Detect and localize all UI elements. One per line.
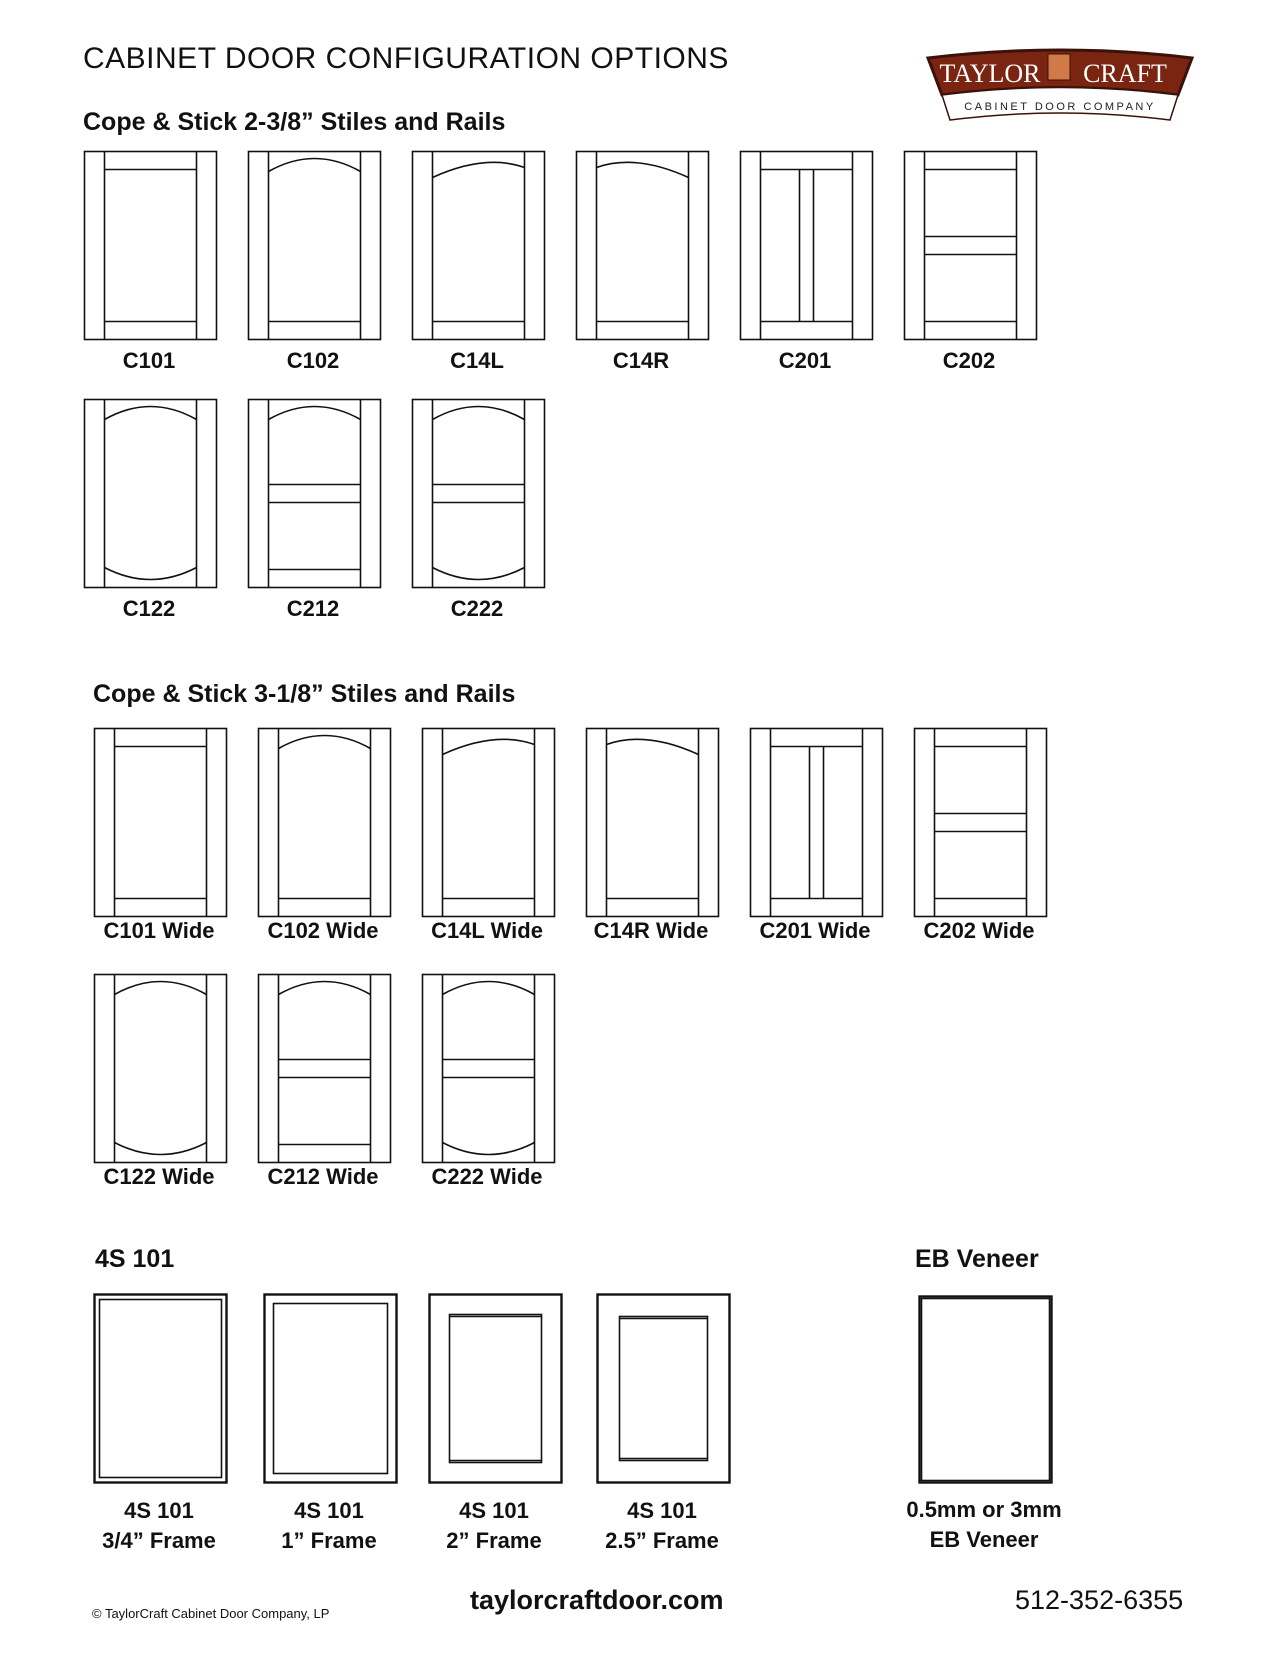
door-label-c14r-wide: C14R Wide [593, 918, 709, 943]
door-label-line1: 4S 101 [627, 1498, 697, 1523]
footer-copyright: © TaylorCraft Cabinet Door Company, LP [92, 1606, 330, 1621]
door-label-line1: 0.5mm or 3mm [906, 1497, 1062, 1522]
door-label-c222: C222 [450, 596, 504, 621]
door-c201-wide [749, 727, 885, 919]
door-label-c14l: C14L [450, 348, 504, 373]
logo-tagline: CABINET DOOR COMPANY [964, 101, 1156, 113]
door-c14l-wide [421, 727, 557, 919]
door-label-c122-wide: C122 Wide [103, 1164, 215, 1189]
door-label-line2: 2” Frame [446, 1528, 542, 1553]
door-c212 [247, 398, 383, 590]
door-label-line1: 4S 101 [459, 1498, 529, 1523]
door-label-4s101-frame-1 [64, 1496, 254, 1556]
door-label-4s101-frame-3 [399, 1496, 589, 1556]
door-c201 [739, 150, 875, 342]
door-c222 [411, 398, 547, 590]
door-label-c101: C101 [122, 348, 176, 373]
door-label-line1: 4S 101 [294, 1498, 364, 1523]
door-label-c212-wide: C212 Wide [267, 1164, 379, 1189]
door-c14r-wide [585, 727, 721, 919]
door-c102-wide [257, 727, 393, 919]
door-c101 [83, 150, 219, 342]
door-label-c102-wide: C102 Wide [267, 918, 379, 943]
door-label-c122: C122 [122, 596, 176, 621]
door-label-line2: 2.5” Frame [605, 1528, 719, 1553]
logo-name-left: TAYLOR [939, 59, 1041, 88]
door-c102 [247, 150, 383, 342]
door-label-line2: EB Veneer [929, 1527, 1039, 1552]
door-label-eb-veneer [889, 1495, 1079, 1555]
footer-website[interactable]: taylorcraftdoor.com [470, 1585, 724, 1615]
door-label-c202-wide: C202 Wide [923, 918, 1035, 943]
door-c14l [411, 150, 547, 342]
door-c202 [903, 150, 1039, 342]
page-title: CABINET DOOR CONFIGURATION OPTIONS [83, 42, 729, 75]
door-label-c201-wide: C201 Wide [759, 918, 871, 943]
door-label-c202: C202 [942, 348, 996, 373]
section-title-4s101: 4S 101 [95, 1245, 175, 1273]
door-label-4s101-frame-2 [234, 1496, 424, 1556]
door-c222-wide [421, 973, 557, 1165]
section-title-eb-veneer: EB Veneer [915, 1245, 1039, 1273]
door-label-c222-wide: C222 Wide [431, 1164, 543, 1189]
door-4s101-frame-4 [596, 1293, 732, 1485]
door-4s101-frame-1 [93, 1293, 229, 1485]
door-label-4s101-frame-4 [567, 1496, 757, 1556]
door-label-line2: 1” Frame [281, 1528, 377, 1553]
door-c122 [83, 398, 219, 590]
door-label-c14l-wide: C14L Wide [431, 918, 543, 943]
door-c101-wide [93, 727, 229, 919]
door-4s101-frame-2 [263, 1293, 399, 1485]
door-4s101-frame-3 [428, 1293, 564, 1485]
door-c14r [575, 150, 711, 342]
section-title-cope-stick-wide: Cope & Stick 3-1/8” Stiles and Rails [93, 680, 516, 708]
door-label-line1: 4S 101 [124, 1498, 194, 1523]
door-label-c101-wide: C101 Wide [103, 918, 215, 943]
door-eb-veneer-panel [918, 1295, 1054, 1485]
door-c122-wide [93, 973, 229, 1165]
door-label-c201: C201 [778, 348, 832, 373]
door-c212-wide [257, 973, 393, 1165]
taylorcraft-logo [920, 40, 1200, 130]
door-label-c212: C212 [286, 596, 340, 621]
logo-name-right: CRAFT [1083, 59, 1167, 88]
footer-phone[interactable]: 512-352-6355 [1015, 1585, 1184, 1615]
door-label-c14r: C14R [612, 348, 670, 373]
section-title-cope-stick-narrow: Cope & Stick 2-3/8” Stiles and Rails [83, 108, 506, 136]
door-label-line2: 3/4” Frame [102, 1528, 216, 1553]
door-c202-wide [913, 727, 1049, 919]
door-label-c102: C102 [286, 348, 340, 373]
